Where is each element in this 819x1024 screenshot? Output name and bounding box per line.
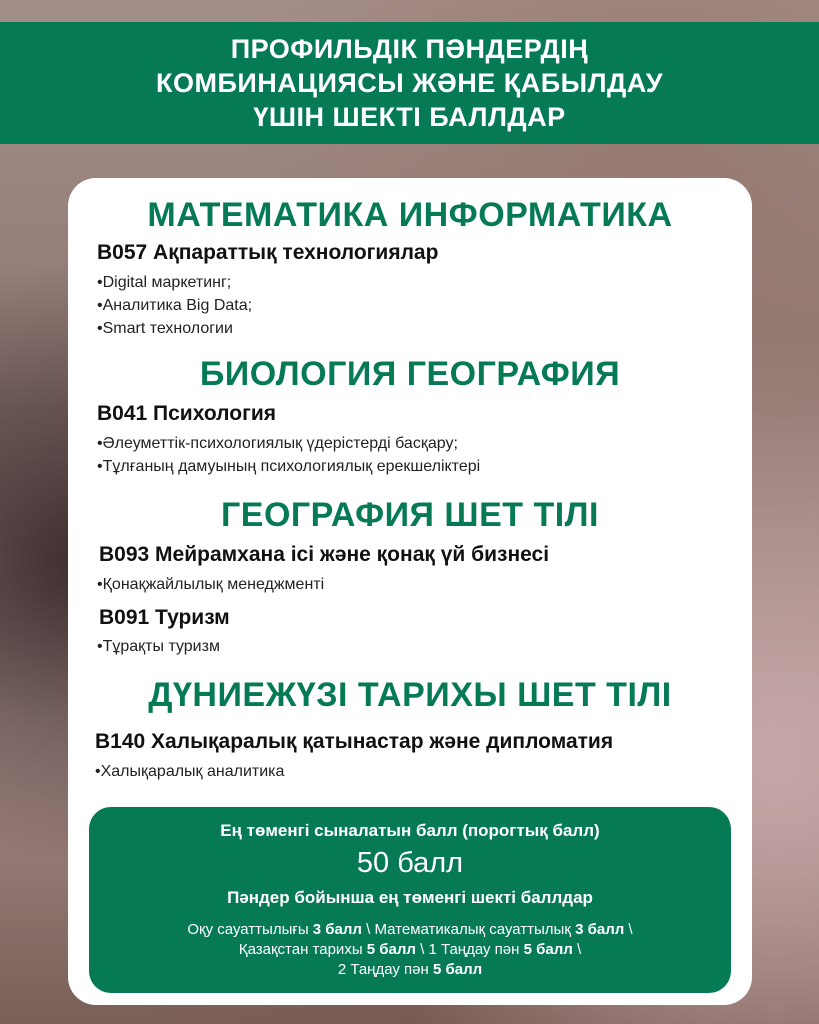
header-banner <box>0 22 819 144</box>
section-title-biology-geography: БИОЛОГИЯ ГЕОГРАФИЯ <box>199 355 621 393</box>
threshold-scores-panel <box>89 807 731 993</box>
subject-elective-1: \ 1 Таңдау пән <box>415 941 524 958</box>
header-line-1: ПРОФИЛЬДІК ПӘНДЕРДІҢ <box>230 34 589 64</box>
program-b091: B091 Туризм <box>99 606 230 629</box>
subject-score: 3 балл <box>575 921 625 938</box>
subject-score: 5 балл <box>432 961 483 978</box>
separator: \ <box>624 921 633 938</box>
subject-elective-2: 2 Таңдау пән <box>337 961 433 978</box>
list-item: • Smart технологии <box>97 320 233 338</box>
header-line-2: КОМБИНАЦИЯСЫ ЖӘНЕ ҚАБЫЛДАУ <box>155 68 664 98</box>
program-b093: B093 Мейрамхана ісі және қонақ үй бизнесі <box>99 543 550 566</box>
info-card <box>68 178 752 1005</box>
subject-kz-history: Қазақстан тарихы <box>238 941 367 958</box>
subject-reading-literacy: Оқу сауаттылығы <box>187 921 313 938</box>
threshold-value: 50 балл <box>356 847 464 879</box>
list-item: • Digital маркетинг; <box>97 274 231 292</box>
list-item: • Тұрақты туризм <box>97 638 220 656</box>
subject-math-literacy: \ Математикалық сауаттылық <box>361 921 576 938</box>
separator: \ <box>572 941 582 958</box>
list-item: • Аналитика Big Data; <box>97 297 252 315</box>
list-item: • Халықаралық аналитика <box>95 763 284 781</box>
program-b041: B041 Психология <box>97 402 276 425</box>
program-b057: B057 Ақпараттық технологиялар <box>97 241 439 264</box>
subject-minimums-text <box>89 920 731 980</box>
section-title-geography-foreign-language: ГЕОГРАФИЯ ШЕТ ТІЛІ <box>221 496 599 534</box>
list-item: • Әлеуметтік-психологиялық үдерістерді басқару; <box>97 435 458 453</box>
subject-minimums-label: Пәндер бойынша ең төменгі шекті баллдар <box>227 888 593 907</box>
header-line-3: ҮШІН ШЕКТІ БАЛЛДАР <box>253 102 566 132</box>
section-title-world-history-foreign-language: ДҮНИЕЖҮЗІ ТАРИХЫ ШЕТ ТІЛІ <box>148 676 672 714</box>
program-b140: B140 Халықаралық қатынастар және дипломатия <box>95 730 614 753</box>
subject-score: 5 балл <box>366 941 416 958</box>
section-title-math-informatics: МАТЕМАТИКА ИНФОРМАТИКА <box>147 196 673 234</box>
threshold-label: Ең төменгі сыналатын балл (порогтық балл) <box>220 821 600 840</box>
list-item: • Тұлғаның дамуының психологиялық ерекшеліктері <box>97 458 480 476</box>
subject-score: 5 балл <box>523 941 573 958</box>
list-item: • Қонақжайлылық менеджменті <box>97 576 324 594</box>
subject-score: 3 балл <box>312 921 362 938</box>
